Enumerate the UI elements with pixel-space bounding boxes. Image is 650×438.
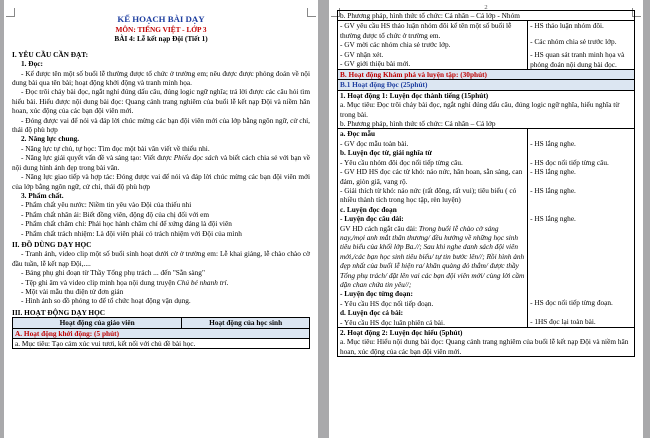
section-heading: I. YÊU CẦU CẦN ĐẠT: (12, 49, 89, 59)
student-cell: - HS lắng nghe. - HS đọc nối tiếp từng câu. - HS lắng nghe. - HS lắng nghe. - HS lắng nghe. - HS đọc nối tiếp từng đoạn. - 1HS đọc lại toàn bài. (528, 129, 635, 328)
activity-table-continued (337, 10, 635, 357)
activity-table (12, 317, 310, 349)
method-row: b. Phương pháp, hình thức tổ chức: Cá nhân – Cả lớp - Nhóm (338, 11, 635, 21)
list-item: - Phẩm chất yêu nước: Niềm tin yêu vào Đội của thiếu nhi (21, 200, 192, 210)
paragraph: - Đọc trôi chảy bài đọc, ngắt nghỉ đúng dấu câu, đúng logic ngữ nghĩa; trả lời được các câu hỏi tìm hiểu bài. Hiểu được nội dung bài đọc: Quang cảnh trang nghiêm của buổi lễ kết nạp Đội và niềm hân hoan, xúc động của các bạn đội viên mới. (12, 87, 310, 116)
paragraph: - Hình ảnh so đồ phóng to để tổ chức hoạt động vận dụng. (21, 296, 191, 306)
paragraph: - Năng lực giao tiếp và hợp tác: Đóng được vai để nói và đáp lời chúc mừng các bạn đội viên mới của lớp bằng ngôn ngữ, cử chỉ, thái độ phù hợp (12, 172, 310, 191)
list-item: - Phẩm chất nhân ái: Biết đồng viên, động độ của chị đối với em (21, 209, 210, 219)
paragraph: - Bảng phụ ghi đoạn từ Thầy Tổng phụ trách ... đến "Sẵn sàng" (21, 268, 205, 278)
document-page-2 (329, 0, 643, 438)
activity-heading: B. Hoạt động Khám phá và luyện tập: (30phút) (338, 70, 635, 80)
lesson-title: BÀI 4: Lễ kết nạp Đội (Tiết 1) (114, 34, 208, 44)
section-heading: II. ĐỒ DÙNG DẠY HỌC (12, 239, 92, 249)
section-heading: III. HOẠT ĐỘNG DẠY HỌC (12, 307, 106, 317)
paragraph: - Năng lực tự chủ, tự học: Tìm đọc một bài văn viết về thiếu nhi. (21, 143, 210, 153)
paragraph: - Tệp ghi âm và video clip minh họa nội dung truyện Chú bé nhanh trí. (21, 277, 229, 287)
activity-subheading: B.1 Hoạt động Đọc (25phút) (338, 80, 635, 90)
subsection-heading: 3. Phẩm chất. (21, 190, 64, 200)
column-header-teacher: Hoạt động của giáo viên (13, 318, 182, 328)
column-header-student: Hoạt động của học sinh (182, 318, 310, 328)
paragraph: - Năng lực giải quyết vấn đề và sáng tạo: Viết được Phiếu đọc sách và biết cách chia sẻ với bạn về nội dung hình ảnh đẹp trong bài văn. (12, 153, 310, 172)
student-cell: - HS thảo luận nhóm đôi. - Các nhóm chia sẻ trước lớp. - HS quan sát tranh minh họa và phỏng đoán nội dung bài đọc. (528, 21, 635, 70)
list-item: - Phẩm chất chăm chỉ: Phải học hành chăm chỉ để xứng đáng là đội viên (21, 219, 232, 229)
paragraph: - Đóng được vai để nói và đáp lời chúc mừng các bạn đội viên mới của lớp bằng ngôn ngữ, cử chỉ, thái độ phù hợp (12, 115, 310, 135)
subsection-heading: 2. Năng lực chung. (21, 134, 80, 144)
teacher-cell: - GV yêu cầu HS thảo luận nhóm đôi kể tên một số buổi lễ thường được tổ chức ở trường em. - GV mời các nhóm chia sẻ trước lớp. - GV nhận xét. - GV giới thiệu bài mới. (338, 21, 528, 70)
page-number: 2 (484, 4, 488, 11)
paragraph: - Một vài mẫu thu điện tử đơn giản (21, 286, 124, 296)
list-item: - Phẩm chất trách nhiệm: Là đội viên phải có trách nhiệm với Đội của mình (21, 228, 242, 238)
doc-subject: MÔN: TIẾNG VIỆT - LỚP 3 (115, 25, 207, 34)
activity-info: 2. Hoạt động 2: Luyện đọc hiểu (5phút) a. Mục tiêu: Hiểu nội dung bài đọc: Quang cảnh trang nghiêm của buổi lễ kết nạp Đội và niềm hân hoan, xúc động của các bạn đội viên mới. (338, 328, 635, 357)
activity-goal: a. Mục tiêu: Tạo cảm xúc vui tươi, kết nối với chủ đề bài học. (13, 339, 310, 349)
teacher-cell: a. Đọc mẫu - GV đọc mẫu toàn bài. b. Luyện đọc từ, giải nghĩa từ - Yêu cầu nhóm đôi đọc nối tiếp từng câu. - GV HD HS đọc các từ khó: náo nức, hân hoan, sẵn sàng, can đảm, giòn giã, vang rộ. - Giải thích từ khó: náo nức (rất đông, rất vui); tiêu biểu ( có nhiều thành tích trong học tập, rèn luyện) c. Luyện đọc đoạn - Luyện đọc câu dài: GV HD cách ngắt câu dài: Trong buổi lễ chào cờ sáng nay,/mọi anh mắt thân thương/ đều hướng về những học sinh tiêu biểu của khối lớp Ba.//; Sau khi nghe danh sách đội viên mới,/các bạn học sinh tiêu biểu/ tự tin bước lên//; Rồi hình ảnh đẹp nhất của buổi lễ hiện ra/ khăn quàng đỏ thắm/ được thầy Tổng phụ trách/ đặt lên vai các bạn đội viên mới/ cùng lời cầm dặn chan chứa tin yêu//; - Luyện đọc từng đoạn: - Yêu cầu HS đọc nối tiếp đoạn. d. Luyện đọc cả bài: - Yêu cầu HS đọc luân phiên cả bài. (338, 129, 528, 328)
paragraph: - Tranh ảnh, video clip một số buổi sinh hoạt dưới cờ ở trường em: Lễ khai giảng, lễ chào chào cờ đầu tuần, lễ kết nạp Đội,.... (12, 249, 310, 268)
paragraph: - Kể được tên một số buổi lễ thường được tổ chức ở trường em; nêu được được phỏng đoán về nội dung bài qua tên bài; hoạt động khởi động và tranh minh họa. (12, 68, 310, 88)
document-page-1 (4, 0, 318, 438)
subsection-heading: 1. Đọc: (21, 59, 43, 69)
activity-info: 1. Hoạt động 1: Luyện đọc thành tiếng (15phút) a. Mục tiêu: Đọc trôi chảy bài đọc, ngắt nghỉ đúng dấu câu, đúng logic ngữ nghĩa, hiểu nghĩa từ trong bài. b. Phương pháp, hình thức tổ chức: Cá nhân – Cả lớp (338, 90, 635, 129)
activity-heading: A. Hoạt động khởi động: (5 phút) (13, 328, 310, 338)
doc-title: KẾ HOẠCH BÀI DẠY (117, 14, 205, 24)
